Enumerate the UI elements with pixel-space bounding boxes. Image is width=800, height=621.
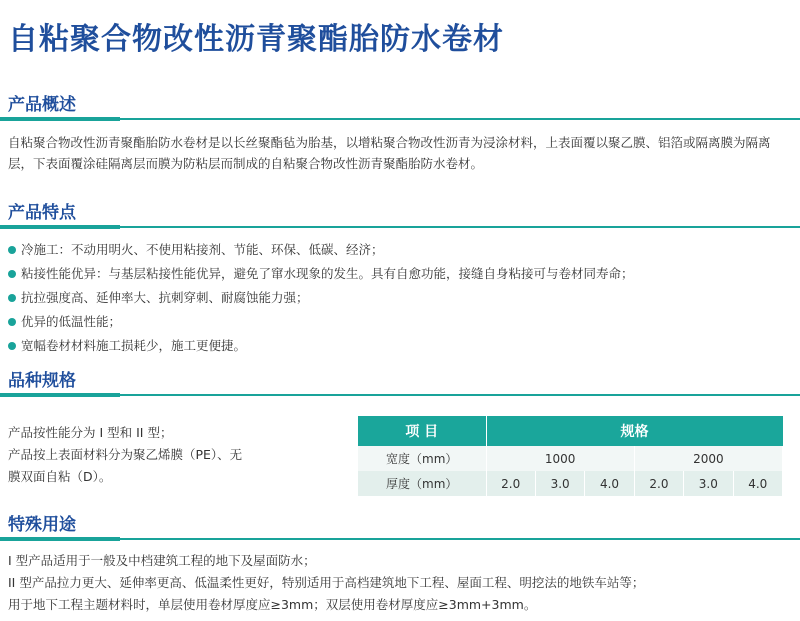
spec-table — [358, 416, 783, 496]
specs-heading — [0, 368, 800, 398]
bullet-icon — [8, 318, 16, 326]
features-heading — [0, 200, 800, 230]
bullet-icon — [8, 246, 16, 254]
table-cell: 4.0 — [585, 471, 634, 496]
table-cell: 3.0 — [684, 471, 733, 496]
usage-section — [0, 512, 800, 616]
table-cell: 4.0 — [733, 471, 782, 496]
bullet-icon — [8, 294, 16, 302]
overview-divider — [0, 118, 800, 120]
usage-line: I 型产品适用于一般及中档建筑工程的地下及屋面防水； — [8, 553, 316, 568]
table-header-spec: 规格 — [486, 416, 783, 446]
feature-item: 抗拉强度高、延伸率大、抗刺穿刺、耐腐蚀能力强； — [8, 286, 800, 310]
feature-item: 冷施工：不动用明火、不使用粘接剂、节能、环保、低碳、经济； — [8, 238, 800, 262]
specs-heading-text: 品种规格 — [8, 371, 76, 391]
specs-divider — [0, 394, 800, 396]
usage-heading — [0, 512, 800, 542]
bullet-icon — [8, 270, 16, 278]
overview-heading-text: 产品概述 — [8, 95, 76, 115]
table-row — [358, 471, 783, 496]
usage-line: II 型产品拉力更大、延伸率更高、低温柔性更好，特别适用于高档建筑地下工程、屋面工程、明挖法的地铁车站等； — [8, 575, 645, 590]
table-cell: 2.0 — [486, 471, 535, 496]
bullet-icon — [8, 342, 16, 350]
table-header-item: 项 目 — [358, 416, 486, 446]
specs-description — [8, 422, 308, 488]
usage-heading-text: 特殊用途 — [8, 515, 76, 535]
overview-text: 自粘聚合物改性沥青聚酯胎防水卷材是以长丝聚酯毡为胎基，以增粘聚合物改性沥青为浸涂材料，上表面覆以聚乙膜、铝箔或隔离膜为隔离层，下表面覆涂硅隔离层而膜为防粘层而制成的自粘聚合物改性沥青聚酯胎防水卷材。 — [8, 135, 771, 171]
table-cell: 2.0 — [634, 471, 683, 496]
table-cell: 2000 — [634, 446, 782, 471]
table-cell: 1000 — [486, 446, 634, 471]
table-cell: 3.0 — [535, 471, 584, 496]
features-list — [0, 238, 800, 358]
table-row — [358, 446, 783, 471]
features-divider — [0, 226, 800, 228]
page-title: 自粘聚合物改性沥青聚酯胎防水卷材 — [8, 22, 504, 57]
overview-section — [0, 92, 800, 174]
usage-line: 用于地下工程主题材料时，单层使用卷材厚度应≥3mm；双层使用卷材厚度应≥3mm+3mm。 — [8, 597, 537, 612]
specs-line: 产品按上表面材料分为聚乙烯膜（PE）、无 — [8, 447, 243, 462]
features-heading-text: 产品特点 — [8, 203, 76, 223]
usage-text — [0, 550, 800, 616]
usage-divider — [0, 538, 800, 540]
specs-line: 产品按性能分为 I 型和 II 型； — [8, 425, 173, 440]
table-cell: 宽度（mm） — [358, 446, 486, 471]
features-section — [0, 200, 800, 358]
table-cell: 厚度（mm） — [358, 471, 486, 496]
feature-item: 粘接性能优异：与基层粘接性能优异，避免了窜水现象的发生。具有自愈功能，接缝自身粘接可与卷材同寿命； — [8, 262, 800, 286]
specs-line: 膜双面自粘（D）。 — [8, 469, 112, 484]
feature-item: 宽幅卷材材料施工损耗少，施工更便捷。 — [8, 334, 800, 358]
overview-heading — [0, 92, 800, 122]
feature-item: 优异的低温性能； — [8, 310, 800, 334]
specs-section — [0, 368, 800, 508]
